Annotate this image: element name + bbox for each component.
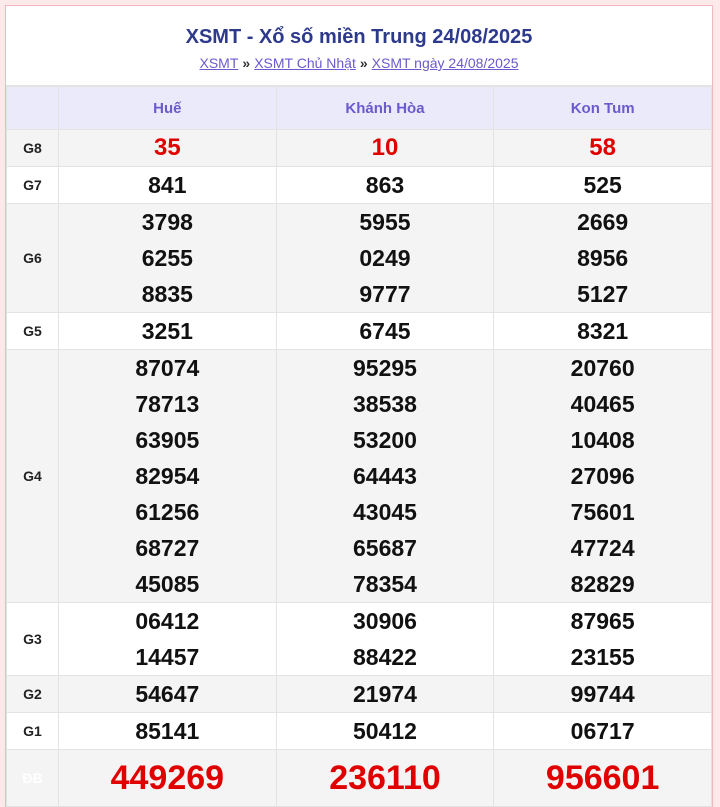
prize-label: G3 <box>7 603 59 676</box>
province-khanh-hoa[interactable]: Khánh Hòa <box>276 87 494 130</box>
prize-number: 30906 <box>353 608 417 634</box>
prize-cell <box>494 750 712 807</box>
prize-number: 863 <box>365 172 405 198</box>
prize-number: 6745 <box>359 318 411 344</box>
prize-cell <box>494 350 712 603</box>
prize-rows <box>7 130 712 807</box>
prize-number: 6255 <box>141 245 193 271</box>
prize-cell <box>494 167 712 204</box>
prize-number: 21974 <box>353 681 417 707</box>
prize-number: 449269 <box>110 759 225 797</box>
breadcrumb-separator: » <box>359 55 368 71</box>
prize-number: 75601 <box>570 499 635 525</box>
prize-cell <box>494 130 712 167</box>
prize-cell <box>59 313 277 350</box>
prize-label: G7 <box>7 167 59 204</box>
prize-cell <box>276 130 494 167</box>
breadcrumb-sunday-link[interactable]: XSMT Chủ Nhật <box>254 55 356 71</box>
prize-number: 841 <box>148 172 187 198</box>
prize-number: 14457 <box>135 644 200 670</box>
prize-number: 68727 <box>135 535 200 561</box>
prize-cell <box>59 713 277 750</box>
prize-label: G1 <box>7 713 59 750</box>
prize-row-g4 <box>7 350 712 603</box>
prize-number: 8321 <box>577 318 629 344</box>
prize-number: 5955 <box>359 209 411 235</box>
prize-number: 38538 <box>353 391 417 417</box>
prize-number: 3798 <box>141 209 193 235</box>
page-title: XSMT - Xổ số miền Trung 24/08/2025 <box>185 26 533 48</box>
prize-number: 45085 <box>135 571 200 597</box>
prize-row-đb <box>7 750 712 807</box>
prize-number: 58 <box>589 134 616 161</box>
prize-number: 61256 <box>135 499 200 525</box>
prize-cell <box>276 713 494 750</box>
prize-cell <box>276 350 494 603</box>
prize-number: 40465 <box>570 391 635 417</box>
prize-number: 525 <box>583 172 622 198</box>
prize-number: 236110 <box>329 759 441 797</box>
prize-cell <box>276 750 494 807</box>
prize-label: G4 <box>7 350 59 603</box>
prize-cell <box>59 676 277 713</box>
prize-cell <box>494 603 712 676</box>
prize-cell <box>276 167 494 204</box>
prize-cell <box>59 350 277 603</box>
prize-cell <box>494 713 712 750</box>
prize-cell <box>494 676 712 713</box>
prize-number: 2669 <box>577 209 629 235</box>
prize-cell <box>494 204 712 313</box>
prize-number: 50412 <box>353 718 417 744</box>
header-corner <box>7 87 59 130</box>
prize-number: 35 <box>153 134 181 161</box>
prize-number: 06412 <box>135 608 200 634</box>
prize-cell <box>276 676 494 713</box>
prize-number: 82954 <box>135 463 200 489</box>
prize-number: 53200 <box>353 427 417 453</box>
prize-row-g1 <box>7 713 712 750</box>
prize-number: 64443 <box>353 463 417 489</box>
prize-row-g6 <box>7 204 712 313</box>
prize-number: 65687 <box>353 535 417 561</box>
prize-number: 956601 <box>545 759 660 797</box>
breadcrumb-xsmt-link[interactable]: XSMT <box>199 55 239 71</box>
province-kon-tum[interactable]: Kon Tum <box>494 87 712 130</box>
prize-number: 95295 <box>353 355 417 381</box>
prize-number: 85141 <box>135 718 200 744</box>
prize-row-g5 <box>7 313 712 350</box>
prize-cell <box>494 313 712 350</box>
prize-number: 3251 <box>141 318 193 344</box>
prize-cell <box>276 313 494 350</box>
results-table <box>6 86 712 807</box>
prize-number: 87965 <box>570 608 635 634</box>
prize-number: 87074 <box>135 355 200 381</box>
prize-cell <box>59 750 277 807</box>
prize-row-g7 <box>7 167 712 204</box>
results-header <box>6 6 712 86</box>
prize-cell <box>59 603 277 676</box>
prize-cell <box>59 167 277 204</box>
prize-number: 9777 <box>359 281 411 307</box>
prize-label: G8 <box>7 130 59 167</box>
prize-number: 0249 <box>359 245 411 271</box>
province-hue[interactable]: Huế <box>59 87 277 130</box>
prize-cell <box>276 603 494 676</box>
prize-number: 23155 <box>570 644 635 670</box>
prize-number: 27096 <box>570 463 635 489</box>
results-card <box>5 5 713 807</box>
prize-number: 10 <box>371 134 399 161</box>
prize-cell <box>276 204 494 313</box>
prize-row-g3 <box>7 603 712 676</box>
prize-number: 47724 <box>570 535 635 561</box>
prize-number: 8956 <box>577 245 629 271</box>
breadcrumb-date-link[interactable]: XSMT ngày 24/08/2025 <box>371 55 519 71</box>
breadcrumb <box>6 54 712 72</box>
prize-row-g2 <box>7 676 712 713</box>
prize-number: 10408 <box>570 427 635 453</box>
prize-row-g8 <box>7 130 712 167</box>
prize-number: 88422 <box>353 644 417 670</box>
province-header-row <box>7 87 712 130</box>
prize-number: 78354 <box>353 571 417 597</box>
prize-number: 43045 <box>353 499 417 525</box>
prize-cell <box>59 130 277 167</box>
prize-cell <box>59 204 277 313</box>
breadcrumb-separator: » <box>242 55 251 71</box>
prize-number: 78713 <box>135 391 200 417</box>
prize-number: 5127 <box>577 281 629 307</box>
prize-label: ĐB <box>7 750 59 807</box>
prize-number: 63905 <box>135 427 200 453</box>
prize-label: G2 <box>7 676 59 713</box>
prize-number: 54647 <box>135 681 200 707</box>
prize-number: 8835 <box>141 281 193 307</box>
prize-number: 82829 <box>570 571 635 597</box>
prize-number: 20760 <box>570 355 635 381</box>
prize-number: 06717 <box>570 718 635 744</box>
prize-label: G5 <box>7 313 59 350</box>
prize-number: 99744 <box>570 681 635 707</box>
prize-label: G6 <box>7 204 59 313</box>
